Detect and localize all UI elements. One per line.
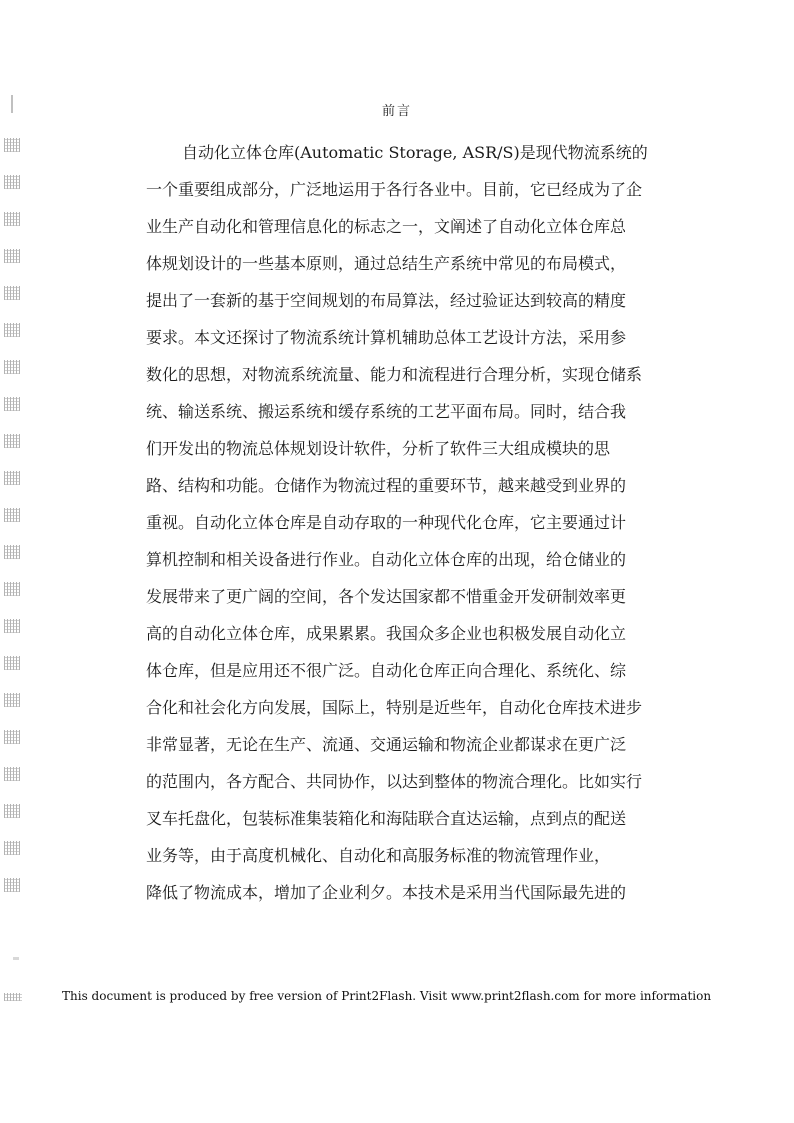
margin-mark xyxy=(4,138,20,152)
margin-mark xyxy=(4,434,20,448)
margin-mark xyxy=(4,397,20,411)
text-line: 体仓库，但是应用还不很广泛。自动化仓库正向合理化、系统化、综 xyxy=(146,661,627,680)
text-line: 一个重要组成部分，广泛地运用于各行各业中。目前，它已经成为了企 xyxy=(146,180,643,199)
print2flash-footer-notice: This document is produced by free version of Print2Flash. Visit www.print2flash.com for more information xyxy=(62,989,712,1003)
margin-mark xyxy=(4,878,20,892)
text-line: 高的自动化立体仓库，成果累累。我国众多企业也积极发展自动化立 xyxy=(146,624,627,643)
body-text xyxy=(146,134,652,911)
text-line: 自动化立体仓库(Automatic Storage, ASR/S)是现代物流系统的 xyxy=(182,143,648,162)
text-line: 的范围内，各方配合、共同协作，以达到整体的物流合理化。比如实行 xyxy=(146,772,643,791)
text-line: 降低了物流成本，增加了企业利夕。本技术是采用当代国际最先进的 xyxy=(146,883,627,902)
margin-mark xyxy=(4,508,20,522)
margin-mark xyxy=(4,286,20,300)
text-line: 业生产自动化和管理信息化的标志之一，文阐述了自动化立体仓库总 xyxy=(146,217,627,236)
text-line: 统、输送系统、搬运系统和缓存系统的工艺平面布局。同时，结合我 xyxy=(146,402,627,421)
margin-mark xyxy=(4,730,20,744)
text-line: 叉车托盘化，包装标准集装箱化和海陆联合直达运输，点到点的配送 xyxy=(146,809,627,828)
text-line: 发展带来了更广阔的空间，各个发达国家都不惜重金开发研制效率更 xyxy=(146,587,627,606)
text-line: 算机控制和相关设备进行作业。自动化立体仓库的出现，给仓储业的 xyxy=(146,550,627,569)
margin-mark xyxy=(4,767,20,781)
margin-mark xyxy=(4,545,20,559)
text-line: 重视。自动化立体仓库是自动存取的一种现代化仓库，它主要通过计 xyxy=(146,513,627,532)
margin-mark xyxy=(4,993,22,1001)
margin-mark xyxy=(4,582,20,596)
text-line: 们开发出的物流总体规划设计软件，分析了软件三大组成模块的思 xyxy=(146,439,611,458)
margin-mark xyxy=(4,804,20,818)
margin-mark xyxy=(4,656,20,670)
text-line: 提出了一套新的基于空间规划的布局算法，经过验证达到较高的精度 xyxy=(146,291,627,310)
margin-mark xyxy=(13,957,19,960)
text-line: 业务等，由于高度机械化、自动化和高服务标准的物流管理作业， xyxy=(146,846,611,865)
margin-mark xyxy=(4,323,20,337)
margin-mark xyxy=(4,212,20,226)
margin-mark xyxy=(4,360,20,374)
margin-mark xyxy=(4,841,20,855)
margin-mark xyxy=(4,693,20,707)
text-line: 路、结构和功能。仓储作为物流过程的重要环节，越来越受到业界的 xyxy=(146,476,627,495)
page-title: 前言 xyxy=(381,104,412,119)
text-line: 数化的思想，对物流系统流量、能力和流程进行合理分析，实现仓储系 xyxy=(146,365,643,384)
margin-mark xyxy=(4,471,20,485)
margin-mark xyxy=(4,175,20,189)
margin-mark xyxy=(4,249,20,263)
text-line: 非常显著，无论在生产、流通、交通运输和物流企业都谋求在更广泛 xyxy=(146,735,627,754)
text-line: 体规划设计的一些基本原则，通过总结生产系统中常见的布局模式， xyxy=(146,254,627,273)
text-line: 合化和社会化方向发展，国际上，特别是近些年，自动化仓库技术进步 xyxy=(146,698,643,717)
text-line: 要求。本文还探讨了物流系统计算机辅助总体工艺设计方法，采用参 xyxy=(146,328,627,347)
margin-mark xyxy=(4,619,20,633)
